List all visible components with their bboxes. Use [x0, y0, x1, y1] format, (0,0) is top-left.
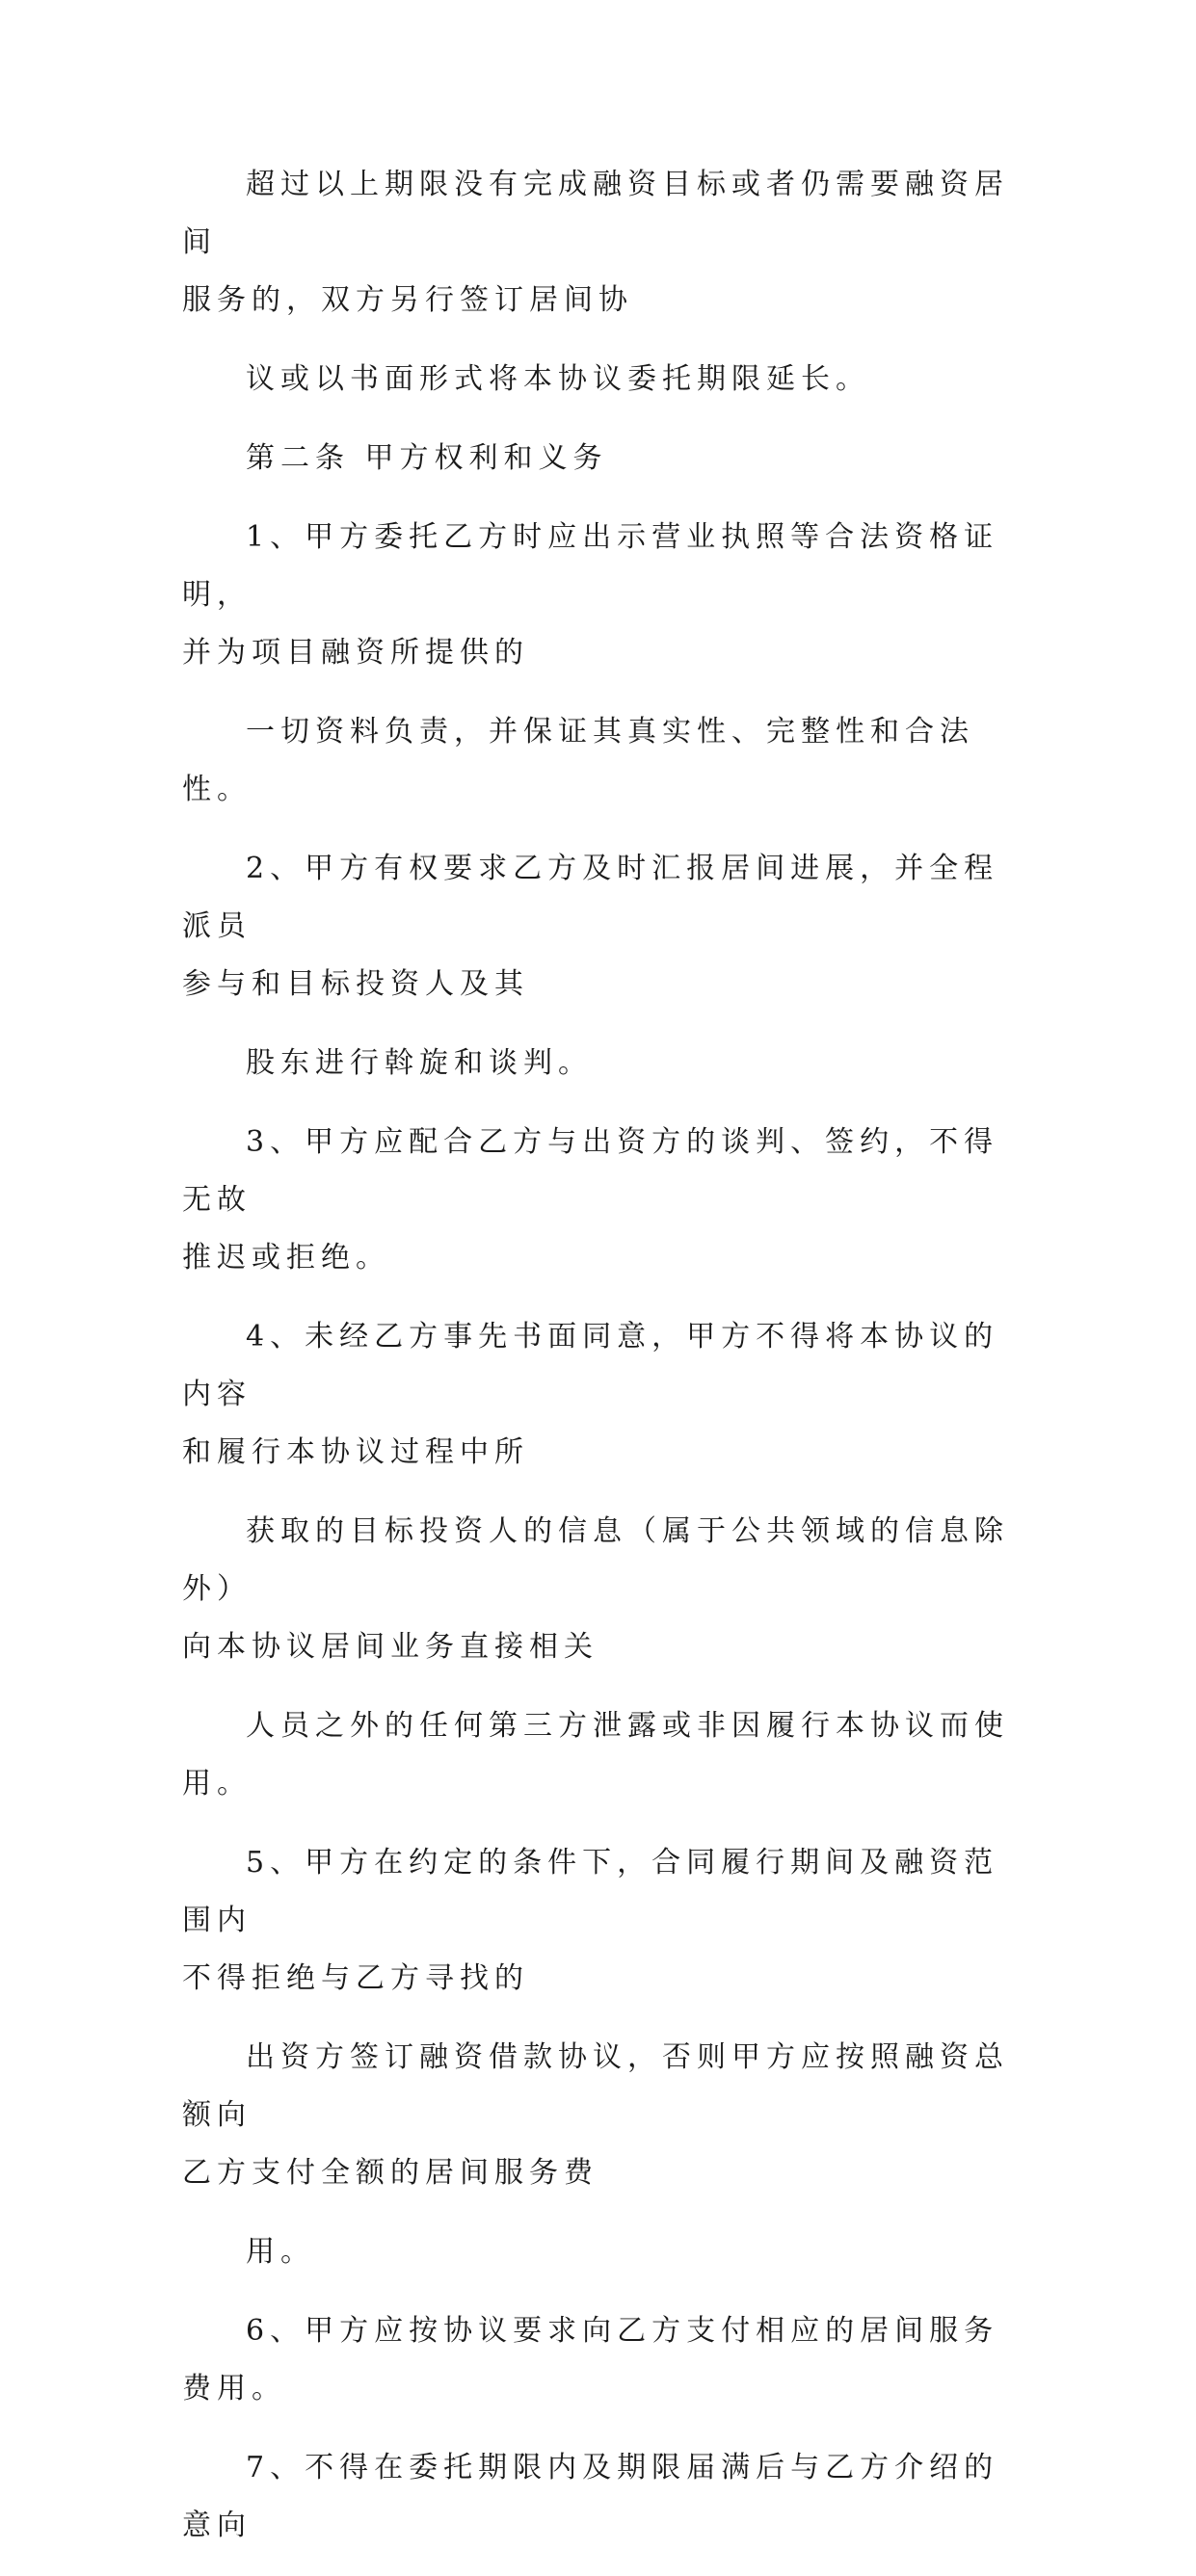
- paragraph-line: 参与和目标投资人及其: [182, 967, 529, 1001]
- paragraph: [182, 1697, 1030, 1813]
- paragraph-line: 乙方支付全额的居间服务费: [182, 2156, 598, 2190]
- section-heading-text: 第二条 甲方权利和义务: [246, 441, 608, 475]
- paragraph: [182, 2029, 1030, 2202]
- paragraph: [182, 2302, 1030, 2418]
- paragraph-line: 推迟或拒绝。: [182, 1241, 390, 1275]
- paragraph-line: 7、不得在委托期限内及期限届满后与乙方介绍的意向: [182, 2451, 999, 2542]
- paragraph-line: 议或以书面形式将本协议委托期限延长。: [246, 362, 870, 396]
- paragraph-line: 超过以上期限没有完成融资目标或者仍需要融资居间: [182, 168, 1009, 259]
- paragraph-line: 获取的目标投资人的信息（属于公共领域的信息除外）: [182, 1514, 1009, 1606]
- paragraph: [182, 2439, 1030, 2555]
- paragraph: [182, 156, 1030, 329]
- paragraph: [182, 1114, 1030, 1287]
- paragraph-line: 用。: [246, 2235, 315, 2269]
- paragraph-line: 人员之外的任何第三方泄露或非因履行本协议而使用。: [182, 1709, 1009, 1801]
- paragraph-line: 并为项目融资所提供的: [182, 636, 529, 670]
- paragraph: [182, 351, 1030, 408]
- paragraph: [182, 1834, 1030, 2008]
- paragraph: [182, 1035, 1030, 1092]
- paragraph: [182, 703, 1030, 819]
- paragraph-line: 出资方签订融资借款协议，否则甲方应按照融资总额向: [182, 2040, 1009, 2132]
- paragraph-line: 股东进行斡旋和谈判。: [246, 1046, 593, 1080]
- paragraph-line: 服务的，双方另行签订居间协: [182, 283, 633, 317]
- paragraph: [182, 509, 1030, 682]
- paragraph-line: 2、甲方有权要求乙方及时汇报居间进展，并全程派员: [182, 852, 999, 943]
- paragraph-line: 6、甲方应按协议要求向乙方支付相应的居间服务费用。: [182, 2314, 999, 2405]
- paragraph-line: 4、未经乙方事先书面同意，甲方不得将本协议的内容: [182, 1320, 999, 1411]
- paragraph: [182, 2223, 1030, 2281]
- paragraph-line: 3、甲方应配合乙方与出资方的谈判、签约，不得无故: [182, 1125, 999, 1217]
- document-body: [182, 156, 1030, 2576]
- paragraph-line: 和履行本协议过程中所: [182, 1435, 529, 1469]
- paragraph: [182, 1308, 1030, 1482]
- paragraph-line: 一切资料负责，并保证其真实性、完整性和合法性。: [182, 715, 974, 806]
- paragraph: [182, 840, 1030, 1013]
- paragraph-line: 1、甲方委托乙方时应出示营业执照等合法资格证明，: [182, 520, 999, 612]
- paragraph: [182, 1503, 1030, 1676]
- paragraph-line: 5、甲方在约定的条件下，合同履行期间及融资范围内: [182, 1846, 999, 1937]
- paragraph-line: 不得拒绝与乙方寻找的: [182, 1961, 529, 1995]
- paragraph-line: 向本协议居间业务直接相关: [182, 1630, 598, 1664]
- section-heading: [182, 430, 1030, 487]
